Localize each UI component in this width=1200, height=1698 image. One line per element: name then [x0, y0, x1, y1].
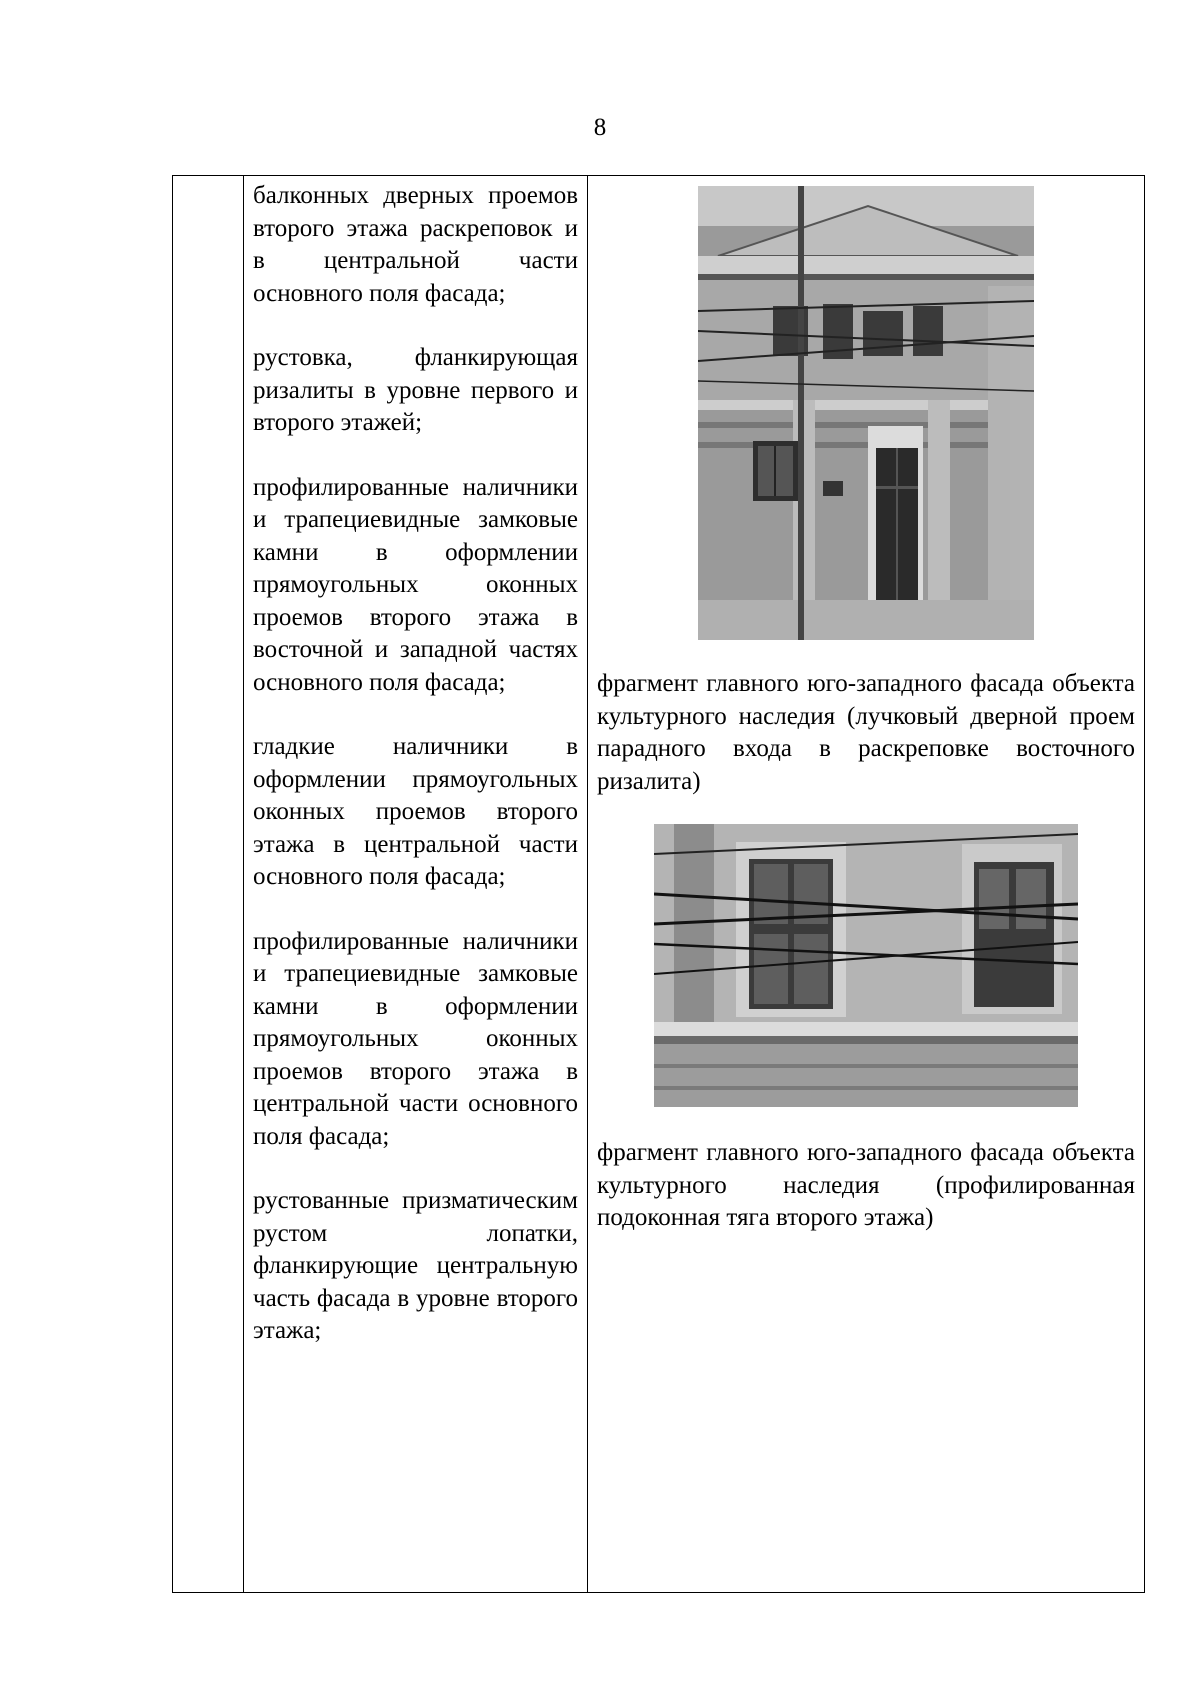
description-paragraph-3: профилированные наличники и трапециевидные замковые камни в оформлении прямоугольных оконных проемов второго этажа в восточной и западной частях основного поля фасада;: [253, 473, 578, 696]
description-paragraph-6: рустованные призматическим рустом лопатки, фланкирующие центральную часть фасада в уровне второго этажа;: [253, 1187, 578, 1344]
description-column: [253, 180, 578, 1380]
description-paragraph-5: профилированные наличники и трапециевидные замковые камни в оформлении прямоугольных оконных проемов второго этажа в центральной части основного поля фасада;: [253, 927, 578, 1150]
photo-column: [597, 186, 1135, 1235]
facade-entrance-photo: [698, 186, 1034, 640]
photo-caption-2: фрагмент главного юго-западного фасада объекта культурного наследия (профилированная подоконная тяга второго этажа): [597, 1139, 1135, 1231]
description-paragraph-1: балконных дверных проемов второго этажа раскреповок и в центральной части основного поля фасада;: [253, 182, 578, 307]
description-paragraph-4: гладкие наличники в оформлении прямоугольных оконных проемов второго этажа в центральной части основного поля фасада;: [253, 733, 578, 890]
column-divider-1: [243, 176, 244, 1592]
column-divider-2: [587, 176, 588, 1592]
facade-windows-photo: [654, 824, 1078, 1107]
page-number: 8: [593, 114, 607, 141]
description-paragraph-2: рустовка, фланкирующая ризалиты в уровне первого и второго этажей;: [253, 344, 578, 436]
heritage-elements-table: [172, 175, 1145, 1593]
photo-caption-1: фрагмент главного юго-западного фасада объекта культурного наследия (лучковый дверной проем парадного входа в раскреповке восточного ризалита): [597, 670, 1135, 795]
